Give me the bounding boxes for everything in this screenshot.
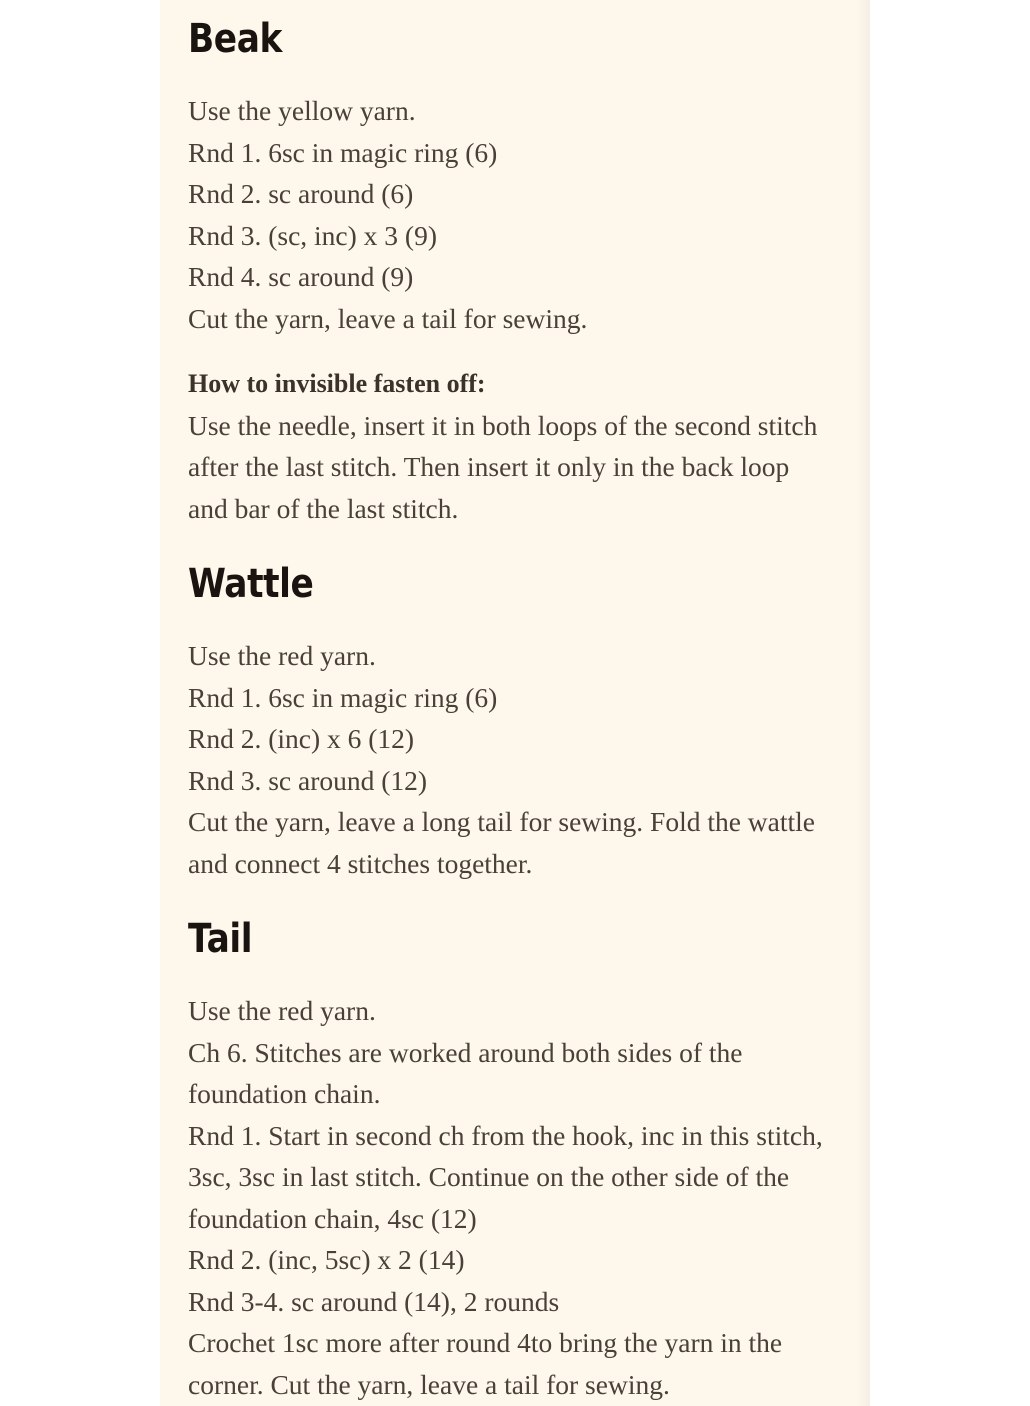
- instruction-line: Cut the yarn, leave a tail for sewing.: [188, 302, 588, 334]
- instruction-line: Rnd 2. (inc, 5sc) x 2 (14): [188, 1244, 465, 1275]
- note-body-invisible-fasten-off: Use the needle, insert it in both loops of the second stitch after the last stitch. Then insert it only in the back loop and bar of the last stitch.: [188, 409, 818, 524]
- instruction-paragraph: Ch 6. Stitches are worked around both sides of the foundation chain.: [188, 1036, 743, 1109]
- instruction-line: Rnd 1. 6sc in magic ring (6): [188, 136, 498, 168]
- instruction-line: Rnd 4. sc around (9): [188, 261, 414, 292]
- instruction-line: Rnd 1. 6sc in magic ring (6): [188, 681, 498, 713]
- instruction-line: Rnd 3. sc around (12): [188, 764, 428, 796]
- section-heading-tail: Tail: [188, 916, 253, 962]
- section-body-tail: [188, 990, 824, 1405]
- document-page: [160, 0, 870, 1406]
- instruction-line: Rnd 3. (sc, inc) x 3 (9): [188, 219, 437, 251]
- section-heading-wattle: Wattle: [188, 561, 314, 607]
- section-heading-beak: Beak: [188, 16, 282, 62]
- note-heading-invisible-fasten-off: How to invisible fasten off:: [188, 369, 486, 398]
- instruction-line: Rnd 3-4. sc around (14), 2 rounds: [188, 1285, 560, 1317]
- instruction-paragraph: Cut the yarn, leave a long tail for sewing. Fold the wattle and connect 4 stitches together.: [188, 806, 815, 879]
- instruction-paragraph: Crochet 1sc more after round 4to bring the yarn in the corner. Cut the yarn, leave a tail for sewing.: [188, 1327, 783, 1400]
- instruction-line: Rnd 2. sc around (6): [188, 178, 414, 209]
- instruction-line: Use the red yarn.: [188, 640, 376, 671]
- instruction-line: Use the red yarn.: [188, 995, 376, 1026]
- section-body-wattle: [188, 635, 824, 884]
- instruction-paragraph: Rnd 1. Start in second ch from the hook, inc in this stitch, 3sc, 3sc in last stitch. Continue on the other side of the foundation chain, 4sc (12): [188, 1119, 823, 1234]
- instruction-line: Rnd 2. (inc) x 6 (12): [188, 723, 415, 754]
- instruction-line: Use the yellow yarn.: [188, 95, 416, 126]
- section-body-beak: [188, 90, 824, 339]
